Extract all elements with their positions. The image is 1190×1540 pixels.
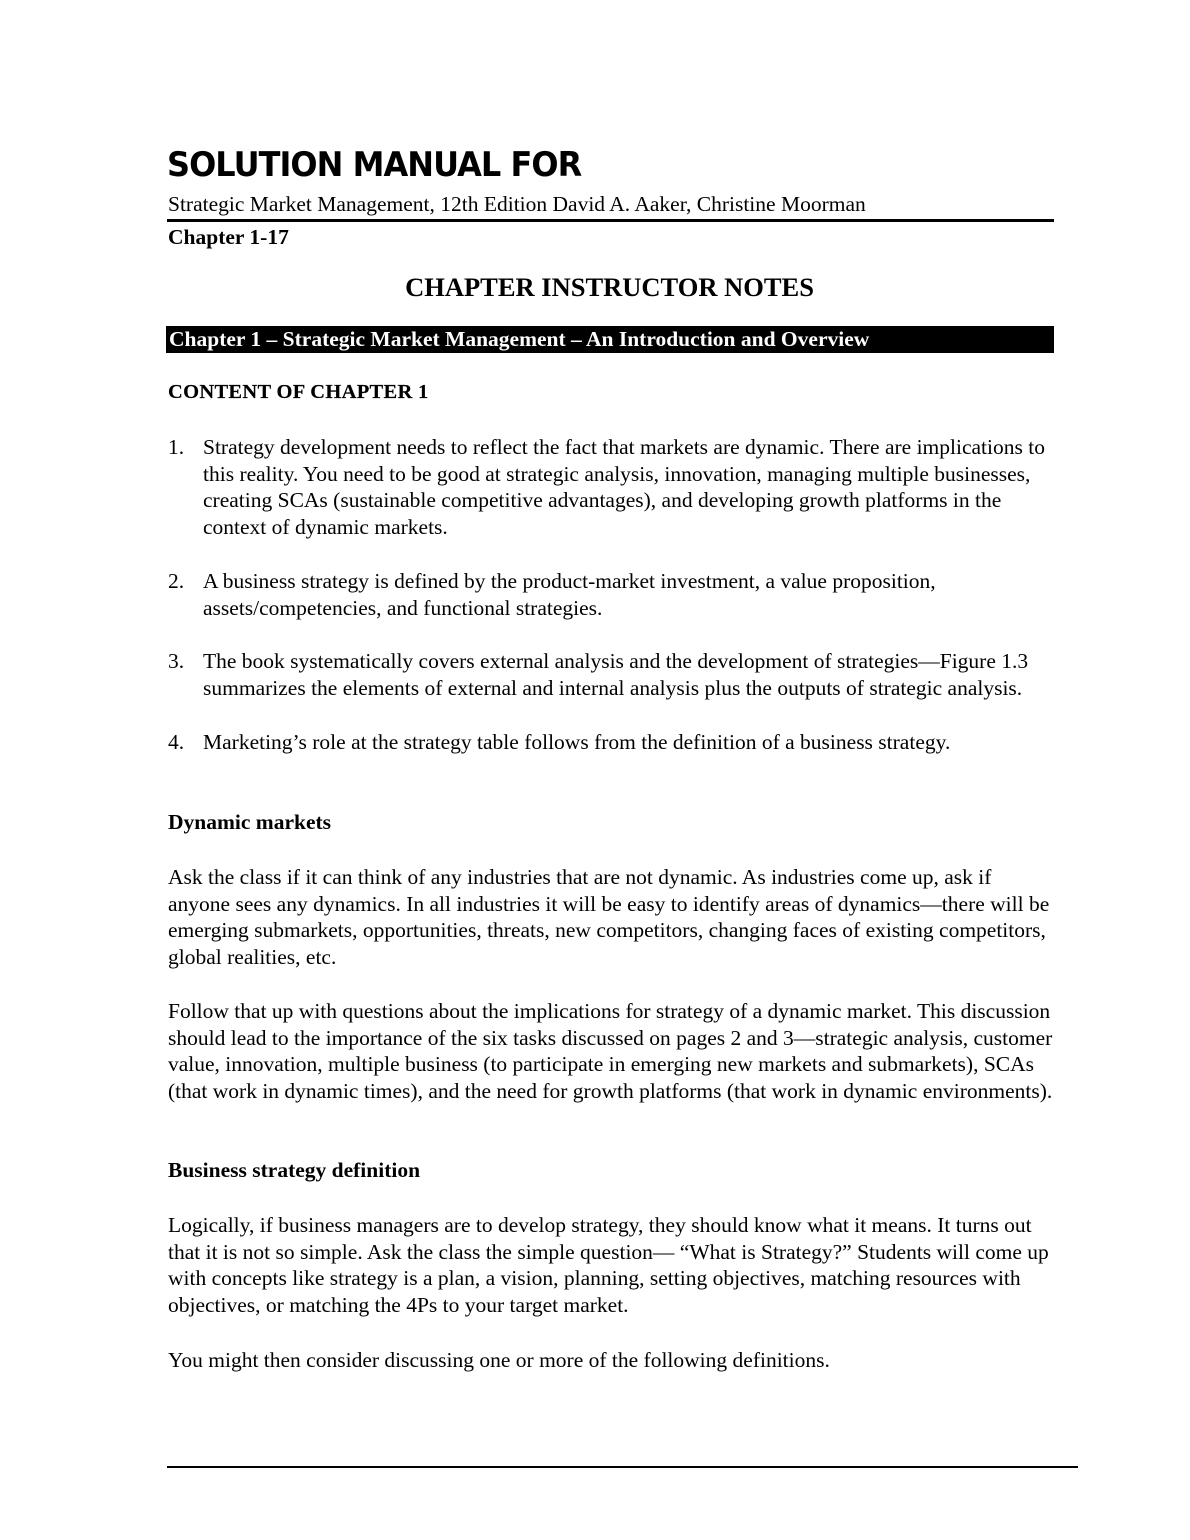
list-item	[168, 648, 1048, 701]
list-item-number: 2.	[168, 568, 185, 593]
dynamic-markets-paragraph-2: Follow that up with questions about the implications for strategy of a dynamic market. This discussion should lead to the importance of the six tasks discussed on pages 2 and 3—strategic analysis, customer value, innovation, multiple business (to participate in emerging new markets and submarkets), SCAs (that work in dynamic times), and the need for growth platforms (that work in dynamic environments).	[168, 999, 1053, 1104]
chapter-range: Chapter 1-17	[168, 225, 289, 249]
business-strategy-paragraph-2: You might then consider discussing one or more of the following definitions.	[168, 1348, 830, 1372]
list-item-number: 4.	[168, 729, 185, 754]
list-item	[168, 434, 1048, 541]
dynamic-markets-heading: Dynamic markets	[168, 810, 332, 834]
list-item-text: Marketing’s role at the strategy table follows from the definition of a business strategy.	[203, 729, 951, 754]
content-list	[168, 434, 1048, 782]
footer-rule	[167, 1466, 1078, 1468]
list-item-number: 1.	[168, 435, 185, 459]
list-item-text: The book systematically covers external analysis and the development of strategies—Figure 1.3 summarizes the elements of external and internal analysis plus the outputs of strategic analysis.	[203, 649, 1029, 700]
list-item-text: Strategy development needs to reflect the fact that markets are dynamic. There are implications to this reality. You need to be good at strategic analysis, innovation, managing multiple businesses, creating SCAs (sustainable competitive advantages), and developing growth platforms in the context of dynamic markets.	[203, 435, 1045, 540]
document-title: SOLUTION MANUAL FOR	[167, 145, 582, 185]
header-rule	[167, 219, 1054, 222]
business-strategy-heading: Business strategy definition	[168, 1158, 421, 1182]
content-heading: CONTENT OF CHAPTER 1	[168, 381, 429, 403]
section-heading: CHAPTER INSTRUCTOR NOTES	[405, 272, 814, 302]
business-strategy-paragraph-1: Logically, if business managers are to develop strategy, they should know what it means. It turns out that it is not so simple. Ask the class the simple question— “What is Strategy?” Students will come up with concepts like strategy is a plan, a vision, planning, setting objectives, matching resources with objectives, or matching the 4Ps to your target market.	[168, 1213, 1049, 1318]
list-item-number: 3.	[168, 649, 185, 674]
list-item	[168, 568, 1048, 621]
dynamic-markets-paragraph-1: Ask the class if it can think of any industries that are not dynamic. As industries come up, ask if anyone sees any dynamics. In all industries it will be easy to identify areas of dynamics—there will be emerging submarkets, opportunities, threats, new competitors, changing faces of existing competitors, global realities, etc.	[168, 865, 1050, 970]
list-item	[168, 729, 1048, 756]
list-item-text: A business strategy is defined by the product-market investment, a value proposition, assets/competencies, and functional strategies.	[203, 568, 936, 620]
chapter-title-bar: Chapter 1 – Strategic Market Management – An Introduction and Overview	[166, 326, 1054, 353]
book-subtitle: Strategic Market Management, 12th Edition David A. Aaker, Christine Moorman	[168, 192, 866, 216]
